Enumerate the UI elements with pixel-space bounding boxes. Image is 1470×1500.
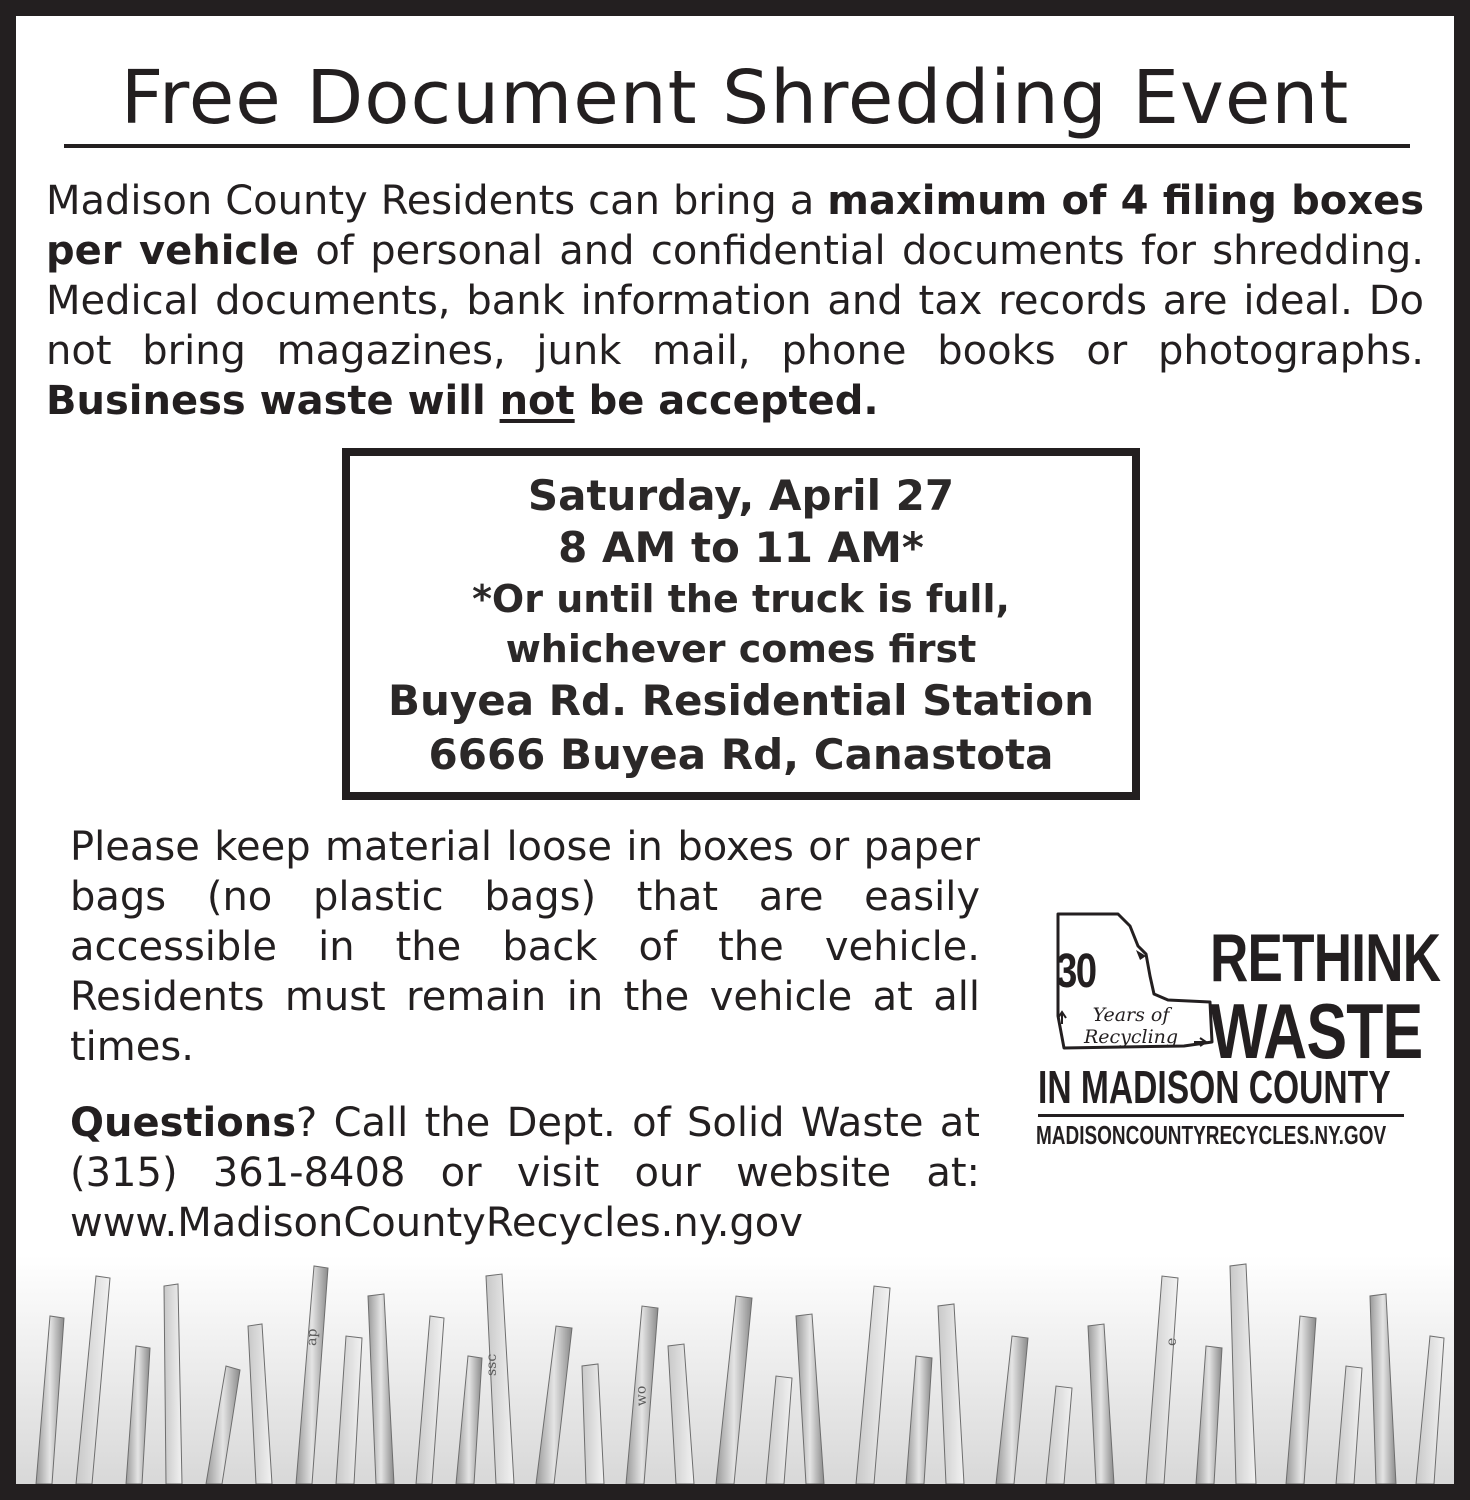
logo-divider xyxy=(1038,1114,1404,1117)
poster-title: Free Document Shredding Event xyxy=(120,55,1350,141)
svg-text:ssc: ssc xyxy=(484,1353,500,1376)
intro-paragraph xyxy=(46,176,1424,426)
logo-rethink: RETHINK xyxy=(1210,920,1441,996)
questions-paragraph xyxy=(70,1098,980,1248)
questions-label: Questions xyxy=(70,1100,297,1146)
event-note-line-2: whichever comes first xyxy=(505,627,977,671)
intro-bold-business-a: Business waste will xyxy=(46,378,500,424)
event-time: 8 AM to 11 AM* xyxy=(558,523,924,572)
rethink-waste-logo xyxy=(1034,896,1441,1150)
intro-text-1: Madison County Residents can bring a xyxy=(46,178,828,224)
logo-waste: WASTE xyxy=(1210,987,1423,1075)
event-address: 6666 Buyea Rd, Canastota xyxy=(428,730,1054,779)
shredded-paper-image xyxy=(16,1256,1454,1484)
logo-years-of-recycling xyxy=(1076,1004,1186,1048)
intro-bold-limit: maximum of 4 filing boxes per vehicle xyxy=(46,178,1425,274)
logo-30-years: 30 xyxy=(1056,945,1096,998)
logo-years-line-1: Years of xyxy=(1092,1004,1170,1026)
logo-years-line-2: Recycling xyxy=(1083,1026,1179,1048)
logo-url: MADISONCOUNTYRECYCLES.NY.GOV xyxy=(1036,1120,1387,1150)
event-details-box xyxy=(342,448,1140,800)
intro-text-2: of personal and confidential documents for shredding. Medical documents, bank information and tax records are ideal. Do not bring magazines, junk mail, phone books or photographs. xyxy=(46,228,1424,374)
event-note-line-1: *Or until the truck is full, xyxy=(472,577,1010,621)
questions-text: ? Call the Dept. of Solid Waste at (315) 361-8408 or visit our website at: www.MadisonCountyRecycles.ny.gov xyxy=(70,1100,980,1246)
title-divider xyxy=(64,144,1410,148)
event-location-name: Buyea Rd. Residential Station xyxy=(387,676,1095,725)
svg-text:e: e xyxy=(1164,1337,1180,1346)
svg-text:wo: wo xyxy=(633,1385,650,1407)
svg-text:ap: ap xyxy=(304,1328,321,1347)
intro-bold-not: not xyxy=(499,378,575,424)
intro-bold-business-b: be accepted. xyxy=(574,378,879,424)
logo-in-madison-county: IN MADISON COUNTY xyxy=(1038,1061,1391,1113)
event-date: Saturday, April 27 xyxy=(527,471,955,520)
instructions-paragraph: Please keep material loose in boxes or paper bags (no plastic bags) that are easily accessible in the back of the vehicle. Residents must remain in the vehicle at all times. xyxy=(70,824,980,1070)
